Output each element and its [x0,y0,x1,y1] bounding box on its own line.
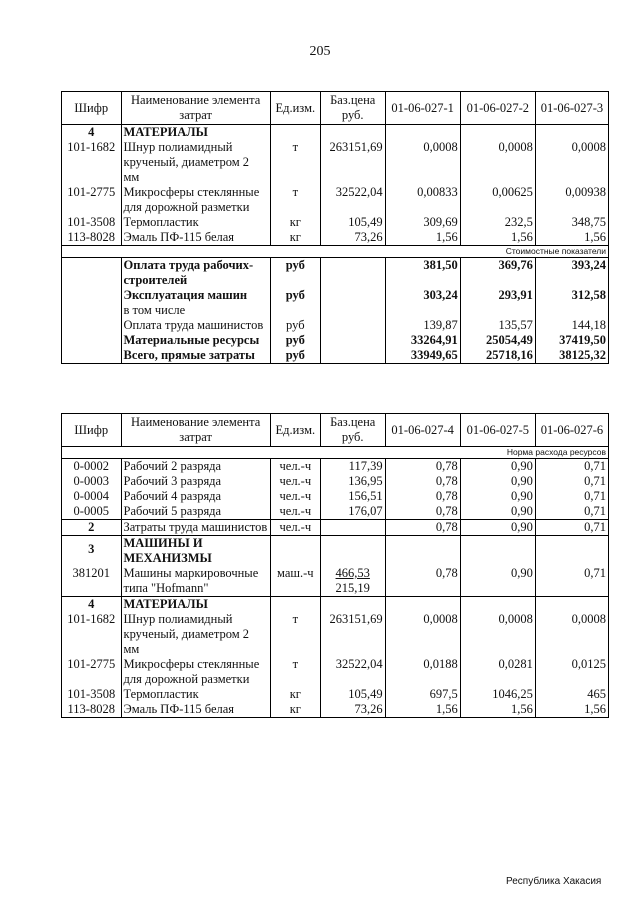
row-unit: маш.-ч [270,566,320,597]
row-code: 101-1682 [62,140,122,185]
table-row [62,504,609,520]
header-col-2: 01-06-027-2 [460,92,535,125]
row-value-3: 0,0008 [535,140,608,185]
table-row [62,230,609,246]
row-code: 0-0003 [62,474,122,489]
row-name: Рабочий 3 разряда [121,474,270,489]
row-value-3: 0,71 [535,520,608,536]
row-price: 466,53 [335,566,370,580]
row-unit: чел.-ч [270,520,320,536]
header-col-3: 01-06-027-3 [535,92,608,125]
labor-row [62,520,609,536]
resource-table-2 [61,413,609,718]
section-title: МАТЕРИАЛЫ [121,597,270,613]
row-unit: кг [270,702,320,718]
row-value-2: 0,0281 [460,657,535,687]
table-row [62,489,609,504]
row-name: Шнур полиамидный крученый, диаметром 2 мм [121,140,270,185]
row-value-2: 1046,25 [460,687,535,702]
row-value-3: 465 [535,687,608,702]
total-value-3: 393,24 [535,258,608,289]
table-row [62,215,609,230]
table-row [62,612,609,657]
row-value-3: 1,56 [535,702,608,718]
row-code: 381201 [62,566,122,597]
row-name: Микросферы стеклянные для дорожной разметки [121,657,270,687]
row-value-3: 0,71 [535,566,608,597]
row-name: Эмаль ПФ-115 белая [121,230,270,246]
footer-region: Республика Хакасия [506,876,602,887]
total-name: Материальные ресурсы [121,333,270,348]
total-value-1: 33949,65 [385,348,460,364]
row-code: 101-2775 [62,657,122,687]
note-row [62,246,609,258]
section-row [62,536,609,567]
header-name: Наименование элемента затрат [121,92,270,125]
row-value-3: 0,71 [535,489,608,504]
table-header-row [62,92,609,125]
row-value-2: 0,90 [460,489,535,504]
totals-row [62,258,609,289]
row-value-1: 0,78 [385,566,460,597]
section-code: 4 [62,125,122,141]
row-value-3: 0,71 [535,459,608,475]
row-unit: т [270,140,320,185]
total-value-1: 381,50 [385,258,460,289]
row-price: 105,49 [320,687,385,702]
row-value-2: 1,56 [460,230,535,246]
row-code: 113-8028 [62,702,122,718]
section-code: 4 [62,597,122,613]
table-row [62,140,609,185]
row-unit: кг [270,215,320,230]
row-code: 113-8028 [62,230,122,246]
table-header-row [62,414,609,447]
header-code: Шифр [62,92,122,125]
row-value-2: 0,90 [460,520,535,536]
total-value-3: 38125,32 [535,348,608,364]
row-value-2: 0,90 [460,459,535,475]
row-value-1: 697,5 [385,687,460,702]
row-value-2: 0,90 [460,474,535,489]
total-value-2: 369,76 [460,258,535,289]
totals-row [62,303,609,318]
totals-row [62,318,609,333]
resource-table-1 [61,91,609,364]
total-value-1: 303,24 [385,288,460,303]
consumption-norm-note: Норма расхода ресурсов [385,447,608,459]
total-value-3: 312,58 [535,288,608,303]
note-row [62,447,609,459]
row-unit: т [270,185,320,215]
row-price: 117,39 [320,459,385,475]
row-code: 101-2775 [62,185,122,215]
section-code: 3 [62,536,122,567]
total-value-3: 37419,50 [535,333,608,348]
row-unit: чел.-ч [270,504,320,520]
row-name: Термопластик [121,687,270,702]
header-col-5: 01-06-027-5 [460,414,535,447]
row-name: Рабочий 4 разряда [121,489,270,504]
total-value-2: 25054,49 [460,333,535,348]
table-row [62,459,609,475]
header-col-6: 01-06-027-6 [535,414,608,447]
row-value-3: 0,71 [535,504,608,520]
table-row [62,702,609,718]
row-value-2: 232,5 [460,215,535,230]
row-value-3: 1,56 [535,230,608,246]
row-price-machinist: 215,19 [335,581,370,595]
row-value-1: 0,0188 [385,657,460,687]
total-name: Оплата труда машинистов [121,318,270,333]
row-value-1: 0,0008 [385,612,460,657]
row-unit: чел.-ч [270,459,320,475]
row-value-3: 0,00938 [535,185,608,215]
totals-row [62,348,609,364]
row-name: Шнур полиамидный крученый, диаметром 2 мм [121,612,270,657]
row-code: 0-0002 [62,459,122,475]
row-value-1: 0,78 [385,504,460,520]
row-value-2: 0,00625 [460,185,535,215]
section-row [62,597,609,613]
cost-indicators-note: Стоимостные показатели [385,246,608,258]
total-value-2: 293,91 [460,288,535,303]
total-unit: руб [270,258,320,289]
row-price: 263151,69 [320,612,385,657]
row-unit: т [270,612,320,657]
row-value-1: 309,69 [385,215,460,230]
row-value-1: 0,78 [385,520,460,536]
total-unit: руб [270,348,320,364]
row-price: 73,26 [320,230,385,246]
table-row [62,474,609,489]
row-name: Машины маркировочные типа "Hofmann" [121,566,270,597]
row-value-3: 348,75 [535,215,608,230]
total-value-2: 25718,16 [460,348,535,364]
row-name: Микросферы стеклянные для дорожной разметки [121,185,270,215]
row-value-2: 0,90 [460,566,535,597]
row-value-2: 0,0008 [460,140,535,185]
section-row [62,125,609,141]
table-row [62,566,609,597]
row-value-1: 1,56 [385,230,460,246]
page-number: 205 [309,44,331,59]
section-title: МАТЕРИАЛЫ [121,125,270,141]
row-value-1: 0,00833 [385,185,460,215]
total-value-2: 135,57 [460,318,535,333]
total-unit: руб [270,333,320,348]
header-unit: Ед.изм. [270,414,320,447]
row-price: 73,26 [320,702,385,718]
row-value-2: 0,90 [460,504,535,520]
total-value-1: 139,87 [385,318,460,333]
header-price: Баз.цена руб. [320,414,385,447]
row-name: Термопластик [121,215,270,230]
row-unit: т [270,657,320,687]
row-code: 101-1682 [62,612,122,657]
row-unit: кг [270,687,320,702]
total-value-1: 33264,91 [385,333,460,348]
row-value-3: 0,0008 [535,612,608,657]
row-name: Рабочий 5 разряда [121,504,270,520]
row-value-2: 1,56 [460,702,535,718]
totals-row [62,288,609,303]
total-name: Всего, прямые затраты [121,348,270,364]
row-value-1: 1,56 [385,702,460,718]
row-price: 32522,04 [320,185,385,215]
section-title: МАШИНЫ И МЕХАНИЗМЫ [121,536,270,567]
row-name: Рабочий 2 разряда [121,459,270,475]
row-price: 156,51 [320,489,385,504]
row-unit: кг [270,230,320,246]
row-value-3: 0,71 [535,474,608,489]
header-unit: Ед.изм. [270,92,320,125]
row-value-1: 0,78 [385,474,460,489]
row-value-3: 0,0125 [535,657,608,687]
row-unit: чел.-ч [270,489,320,504]
total-name: Эксплуатация машин [121,288,270,303]
row-price: 32522,04 [320,657,385,687]
total-unit: руб [270,318,320,333]
row-name: Затраты труда машинистов [121,520,270,536]
row-name: Эмаль ПФ-115 белая [121,702,270,718]
header-code: Шифр [62,414,122,447]
row-price: 105,49 [320,215,385,230]
table-row [62,185,609,215]
row-code: 101-3508 [62,215,122,230]
row-code: 0-0005 [62,504,122,520]
row-price: 263151,69 [320,140,385,185]
header-price: Баз.цена руб. [320,92,385,125]
total-name: Оплата труда рабочих-строителей [121,258,270,289]
row-value-1: 0,78 [385,489,460,504]
row-unit: чел.-ч [270,474,320,489]
totals-row [62,333,609,348]
row-value-1: 0,78 [385,459,460,475]
row-code: 0-0004 [62,489,122,504]
row-value-2: 0,0008 [460,612,535,657]
total-name: в том числе [121,303,270,318]
header-col-4: 01-06-027-4 [385,414,460,447]
header-name: Наименование элемента затрат [121,414,270,447]
row-code: 101-3508 [62,687,122,702]
table-row [62,657,609,687]
total-unit: руб [270,288,320,303]
row-code: 2 [62,520,122,536]
row-price: 136,95 [320,474,385,489]
header-col-1: 01-06-027-1 [385,92,460,125]
total-value-3: 144,18 [535,318,608,333]
row-value-1: 0,0008 [385,140,460,185]
table-row [62,687,609,702]
row-price: 176,07 [320,504,385,520]
